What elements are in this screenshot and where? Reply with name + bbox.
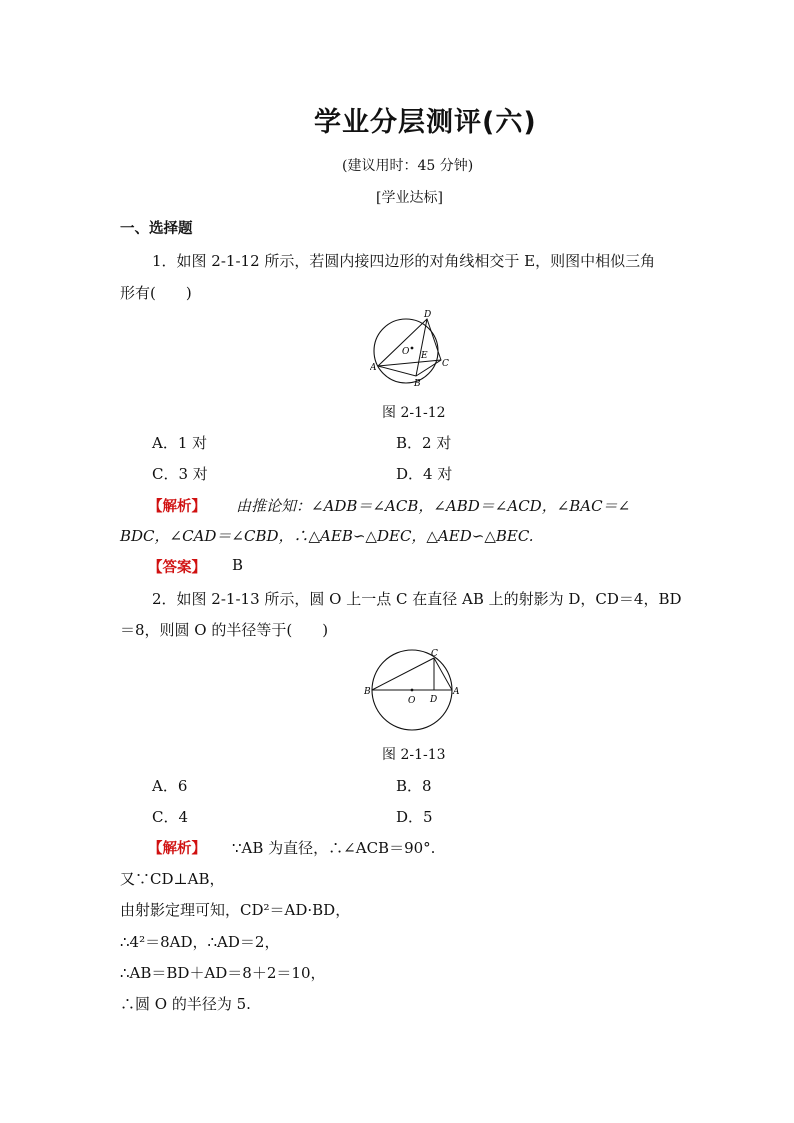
q2-analysis-line5: ∴AB＝BD＋AD＝8＋2＝10，	[120, 964, 326, 982]
q1-analysis-line1: 由推论知：∠ADB＝∠ACB，∠ABD＝∠ACD，∠BAC＝∠	[236, 497, 631, 515]
level-heading: [学业达标]	[376, 190, 443, 206]
label-a: A	[370, 363, 377, 373]
label-b: B	[364, 687, 371, 697]
label-e: E	[421, 351, 428, 361]
section-heading: 一、选择题	[120, 221, 193, 237]
q1-stem-line2: 形有( )	[120, 284, 192, 302]
label-o: O	[408, 696, 416, 706]
q2-stem-line2: ＝8，则圆 O 的半径等于( )	[120, 621, 329, 639]
label-d: D	[424, 310, 432, 320]
chord-ca	[434, 658, 452, 690]
q2-option-d: D．5	[396, 808, 433, 826]
q1-figure-caption: 图 2-1-12	[382, 405, 446, 421]
q1-option-d: D．4 对	[396, 465, 453, 483]
q2-stem-line1: 2．如图 2-1-13 所示，圆 O 上一点 C 在直径 AB 上的射影为 D，CD＝4，BD	[152, 590, 682, 608]
q2-option-a: A．6	[152, 777, 188, 795]
q2-analysis-line3: 由射影定理可知，CD²＝AD·BD，	[120, 901, 351, 919]
label-c: C	[431, 649, 438, 659]
q2-figure-caption: 图 2-1-13	[382, 747, 446, 763]
figure-2-1-12	[370, 306, 452, 392]
q1-stem-line1: 1．如图 2-1-12 所示，若圆内接四边形的对角线相交于 E，则图中相似三角	[152, 252, 656, 270]
q2-option-c: C．4	[152, 808, 189, 826]
label-b: B	[414, 379, 421, 389]
label-c: C	[442, 359, 449, 369]
chord-bc	[372, 658, 434, 690]
q1-option-a: A．1 对	[152, 434, 208, 452]
diagonal-ac	[378, 360, 441, 366]
label-a: A	[453, 687, 460, 697]
center-dot	[411, 689, 414, 692]
q2-analysis-tag: 【解析】	[148, 841, 206, 857]
q1-analysis-tag: 【解析】	[148, 499, 206, 515]
q2-analysis-line6: ∴圆 O 的半径为 5.	[120, 995, 251, 1013]
q1-answer: B	[232, 556, 244, 574]
q1-analysis-line2: BDC，∠CAD＝∠CBD，∴△AEB∽△DEC，△AED∽△BEC.	[120, 527, 534, 545]
figure-2-1-13	[364, 645, 464, 735]
q1-option-c: C．3 对	[152, 465, 208, 483]
q2-analysis-line4: ∴4²＝8AD，∴AD＝2，	[120, 933, 280, 951]
page-title: 学业分层测评(六)	[314, 107, 537, 138]
label-d: D	[430, 695, 438, 705]
q2-option-b: B．8	[396, 777, 432, 795]
center-dot	[411, 347, 414, 350]
q1-answer-tag: 【答案】	[148, 560, 206, 576]
q1-option-b: B．2 对	[396, 434, 452, 452]
q2-analysis-line1: ∵AB 为直径，∴∠ACB＝90°.	[232, 839, 436, 857]
quadrilateral-abcd	[378, 319, 441, 376]
label-o: O	[402, 347, 410, 357]
time-hint: (建议用时：45 分钟)	[342, 158, 474, 174]
q2-analysis-line2: 又∵CD⊥AB，	[120, 870, 225, 888]
